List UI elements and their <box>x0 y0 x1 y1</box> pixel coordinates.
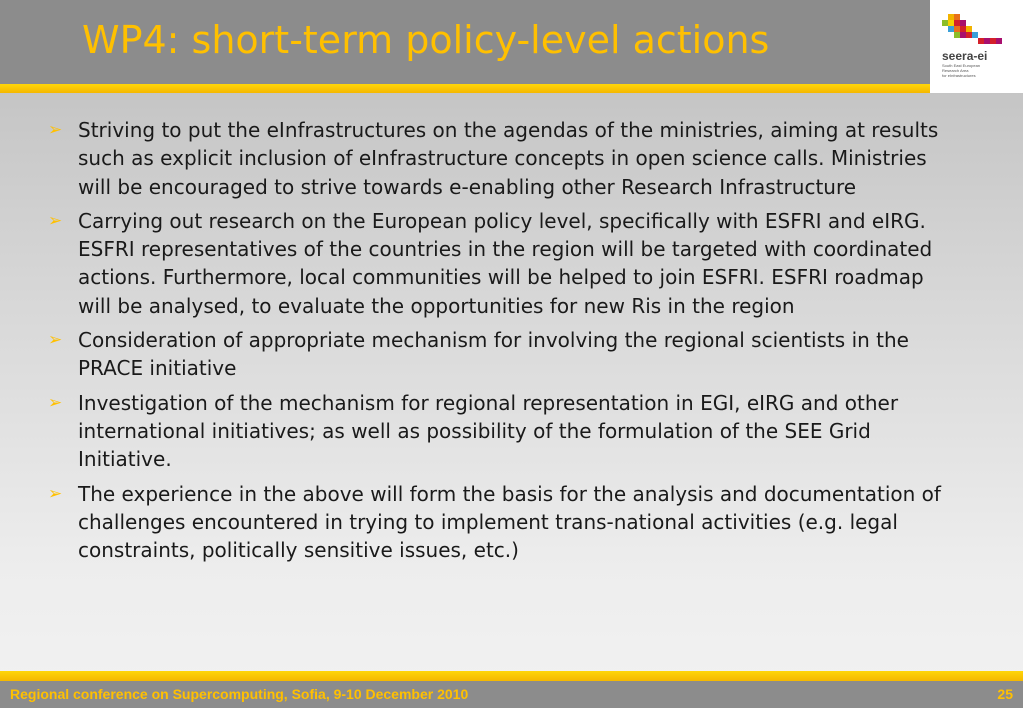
bullet-item <box>48 207 948 320</box>
arrow-bullet-icon: ➢ <box>48 483 63 504</box>
arrow-bullet-icon: ➢ <box>48 120 63 140</box>
bullet-item <box>48 116 948 201</box>
logo <box>930 0 1023 93</box>
arrow-bullet-icon: ➢ <box>48 210 63 231</box>
arrow-bullet-icon: ➢ <box>48 392 63 413</box>
footer-text: Regional conference on Supercomputing, Sofia, 9-10 December 2010 <box>10 686 469 702</box>
logo-tagline-line-2: Research Area <box>942 68 969 73</box>
slide-title: WP4: short-term policy-level actions <box>82 18 770 62</box>
seera-ei-logo-graphic <box>930 0 1023 93</box>
bullet-text: Striving to put the eInfrastructures on the agendas of the ministries, aiming at results such as explicit inclusion of eInfrastructure concepts in open science calls. Ministries will be encouraged to strive towards e-enabling other Research Infrastructure <box>78 118 939 199</box>
bullet-item <box>48 326 948 383</box>
bullet-text: The experience in the above will form the basis for the analysis and documentation of challenges encountered in trying to implement trans-national activities (e.g. legal constraints, politically sensitive issues, etc.) <box>78 481 941 563</box>
footer-bar <box>0 681 1023 708</box>
logo-tagline-line-3: for eInfrastructures <box>942 73 976 78</box>
logo-tagline-line-1: South East European <box>942 63 981 68</box>
title-bar <box>0 0 930 84</box>
bottom-divider <box>0 671 1023 681</box>
bullet-item <box>48 480 948 565</box>
arrow-bullet-icon: ➢ <box>48 330 63 351</box>
bullet-text: Consideration of appropriate mechanism for involving the regional scientists in the PRACE initiative <box>78 328 909 381</box>
page-number: 25 <box>997 686 1013 702</box>
top-divider <box>0 84 930 93</box>
bullet-text: Carrying out research on the European policy level, specifically with ESFRI and eIRG. ESFRI representatives of the countries in the region will be targeted with coordinated actions. Furthermore, local communities will be helped to join ESFRI. ESFRI roadmap will be analysed, to evaluate the opportunities for new Ris in the region <box>78 208 933 318</box>
logo-wordmark: seera-ei <box>942 49 988 63</box>
bullet-list <box>48 116 948 570</box>
bullet-item <box>48 389 948 474</box>
bullet-text: Investigation of the mechanism for regional representation in EGI, eIRG and other international initiatives; as well as possibility of the formulation of the SEE Grid Initiative. <box>78 390 899 472</box>
